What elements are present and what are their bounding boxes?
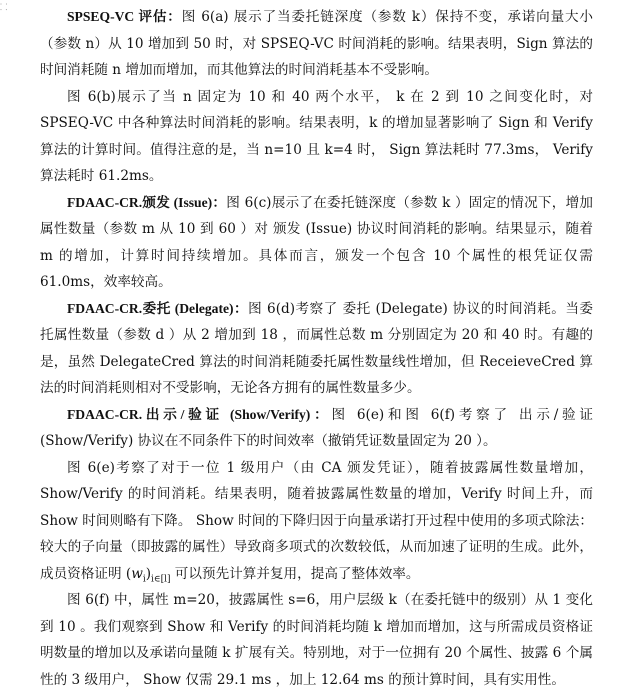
paragraph-heading: FDAAC-CR.颁发 (Issue)： (67, 194, 227, 210)
paragraph-text: 图 6(c)展示了在委托链深度（参数 k ）固定的情况下，增加属性数量（参数 m 从 10 到 60 ）对 颁发 (Issue) 协议时间消耗的影响。结果显示，随着 m 的增加，计算时间持续增加。具体而言，颁发一个包含 10 个属性的根凭证仅需 61.0ms，效率较高。 (40, 194, 594, 290)
paragraph-spseq-vc-eval (40, 4, 593, 84)
paragraph-fig6e (40, 455, 593, 588)
paragraph-delegate (40, 296, 593, 402)
paragraph-issue (40, 190, 593, 296)
paragraph-text: 图 6(f) 中，属性 m=20，披露属性 s=6，用户层级 k（在委托链中的级别）从 1 变化到 10 。我们观察到 Show 和 Verify 的时间消耗均随 k 增加而增加，这与所需成员资格证明数量的增加以及承诺向量随 k 扩展有关。特别地，对于一位拥有 20 个属性、披露 6 个属性的 3 级用户， Show 仅需 29.1 ms ，加上 12.64 ms 的预计算时间，具有实用性。 (40, 592, 593, 688)
document-page (40, 4, 593, 693)
paragraph-fig6b (40, 84, 593, 190)
paragraph-heading: FDAAC-CR.委托 (Delegate)： (67, 300, 249, 316)
paragraph-show-verify (40, 402, 593, 455)
paragraph-text: 图 6(a) 展示了当委托链深度（参数 k）保持不变，承诺向量大小（参数 n）从 10 增加到 50 时，对 SPSEQ-VC 时间消耗的影响。结果表明，Sign 算法的时间消耗随 n 增加而增加，而其他算法的时间消耗基本不受影响。 (40, 9, 594, 78)
paragraph-text: 可以预先计算并复用，提高了整体效率。 (170, 565, 420, 582)
corner-mark: ⸬ (0, 3, 8, 13)
paragraph-fig6f (40, 587, 593, 693)
paragraph-text: 图 6(e)考察了对于一位 1 级用户（由 CA 颁发凭证），随着披露属性数量增加，Show/Verify 的时间消耗。结果表明，随着披露属性数量的增加，Verify 时间上升，而 Show 时间则略有下降。 Show 时间的下降归因于向量承诺打开过程中使用的多项式除法：较大的子向量（即披露的属性）导致商多项式的次数较低，从而加速了证明的生成。此外，成员资格证明 ( (40, 459, 593, 582)
paragraph-heading: FDAAC-CR.出示/验证 (Show/Verify)： (67, 406, 332, 422)
paragraph-text: 图 6(b)展示了当 n 固定为 10 和 40 两个水平， k 在 2 到 10 之间变化时，对 SPSEQ-VC 中各种算法时间消耗的影响。结果表明，k 的增加显著影响了 Sign 和 Verify 算法的计算时间。值得注意的是，当 n=10 且 k=4 时， Sign 算法耗时 77.3ms， Verify 算法耗时 61.2ms。 (40, 88, 593, 184)
paragraph-text: 图 6(d)考察了 委托 (Delegate) 协议的时间消耗。当委托属性数量（参数 d ）从 2 增加到 18 ，而属性总数 m 分别固定为 20 和 40 时。有趣的是，虽然 DelegateCred 算法的时间消耗随委托属性数量线性增加，但 ReceieveCred 算法的时间消耗则相对不受影响，无论各方拥有的属性数量多少。 (40, 300, 593, 396)
paragraph-text: 图 6(e)和图 6(f)考察了 出示/验证 (Show/Verify) 协议在不同条件下的时间效率（撤销凭证数量固定为 20 ）。 (40, 406, 594, 449)
math-index-set: i∈[l] (151, 574, 171, 585)
math-close-paren: ) (145, 565, 152, 582)
math-symbol-w: w (131, 565, 143, 582)
paragraph-heading: SPSEQ-VC 评估： (67, 9, 182, 24)
math-subscript-i: i (142, 574, 146, 585)
